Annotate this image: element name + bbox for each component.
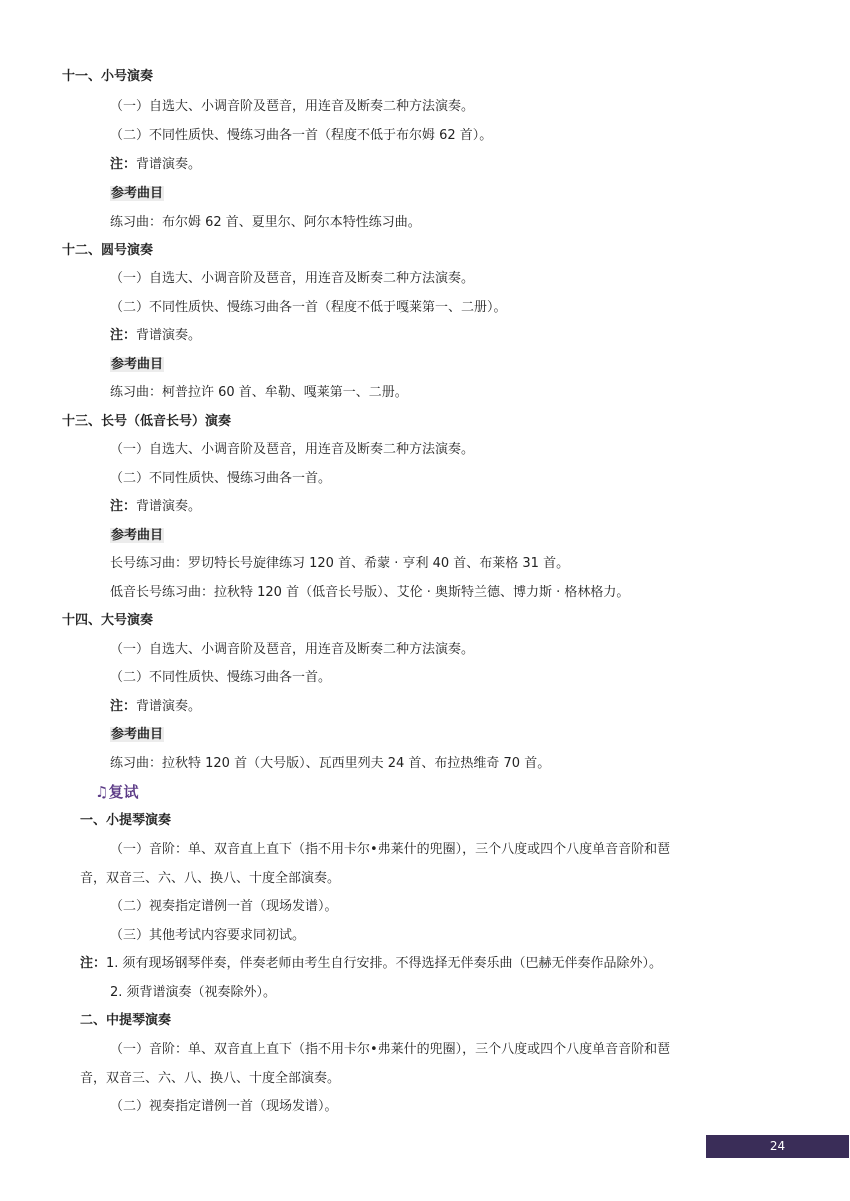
list-item: （一）自选大、小调音阶及琶音，用连音及断奏二种方法演奏。 (110, 442, 475, 457)
note-line (110, 698, 201, 716)
heading-trombone: 十三、长号（低音长号）演奏 (62, 414, 232, 429)
note-line (110, 498, 201, 516)
note-text: 背谱演奏。 (136, 499, 202, 514)
retest-title-text: 复试 (108, 783, 139, 801)
note-text: 背谱演奏。 (136, 157, 202, 172)
list-item: （二）不同性质快、慢练习曲各一首。 (110, 670, 332, 685)
reference-label: 参考曲目 (111, 186, 164, 201)
list-item: （二）不同性质快、慢练习曲各一首（程度不低于布尔姆 62 首）。 (110, 128, 493, 143)
list-item: （二）视奏指定谱例一首（现场发谱）。 (110, 1099, 338, 1114)
note-line (110, 327, 201, 345)
list-item: （二）不同性质快、慢练习曲各一首（程度不低于嘎莱第一、二册）。 (110, 300, 507, 315)
reference-item: 练习曲：布尔姆 62 首、夏里尔、阿尔本特性练习曲。 (110, 215, 421, 230)
reference-item: 练习曲：拉秋特 120 首（大号版）、瓦西里列夫 24 首、布拉热维奇 70 首。 (110, 756, 551, 771)
reference-label-line (110, 527, 164, 545)
reference-label-line (110, 356, 164, 374)
reference-item: 长号练习曲：罗切特长号旋律练习 120 首、希蒙 · 亨利 40 首、布莱格 31 首。 (110, 556, 570, 571)
note-label: 注： (110, 499, 137, 514)
list-item: （三）其他考试内容要求同初试。 (110, 928, 306, 943)
list-item-continuation: 音，双音三、六、八、换八、十度全部演奏。 (80, 871, 341, 886)
list-item: （一）自选大、小调音阶及琶音，用连音及断奏二种方法演奏。 (110, 642, 475, 657)
note-label: 注： (110, 157, 137, 172)
reference-label: 参考曲目 (111, 727, 164, 742)
heading-violin: 一、小提琴演奏 (80, 813, 172, 828)
reference-label-line (110, 185, 164, 203)
heading-viola: 二、中提琴演奏 (80, 1013, 172, 1028)
page-number: 24 (706, 1135, 849, 1158)
note-text: 背谱演奏。 (136, 699, 202, 714)
retest-title (95, 783, 138, 801)
note-label: 注： (110, 328, 137, 343)
list-item-continuation: 音，双音三、六、八、换八、十度全部演奏。 (80, 1071, 341, 1086)
note-label: 注： (110, 699, 137, 714)
reference-label: 参考曲目 (111, 357, 164, 372)
list-item: （一）自选大、小调音阶及琶音，用连音及断奏二种方法演奏。 (110, 271, 475, 286)
note-line (110, 156, 201, 174)
reference-label-line (110, 726, 164, 744)
list-item: （一）自选大、小调音阶及琶音，用连音及断奏二种方法演奏。 (110, 99, 475, 114)
list-item: （二）视奏指定谱例一首（现场发谱）。 (110, 899, 338, 914)
note-text: 1. 须有现场钢琴伴奏，伴奏老师由考生自行安排。不得选择无伴奏乐曲（巴赫无伴奏作品除外）。 (106, 956, 663, 971)
reference-item: 低音长号练习曲：拉秋特 120 首（低音长号版）、艾伦 · 奥斯特兰德、博力斯 · 格林格力。 (110, 585, 630, 600)
heading-trumpet: 十一、小号演奏 (62, 69, 154, 84)
list-item: （二）不同性质快、慢练习曲各一首。 (110, 471, 332, 486)
note-text: 背谱演奏。 (136, 328, 202, 343)
note-line (80, 955, 662, 973)
note-item: 2. 须背谱演奏（视奏除外）。 (110, 985, 277, 1000)
heading-tuba: 十四、大号演奏 (62, 613, 154, 628)
note-label: 注： (80, 956, 107, 971)
reference-item: 练习曲：柯普拉许 60 首、牟勒、嘎莱第一、二册。 (110, 385, 408, 400)
reference-label: 参考曲目 (111, 528, 164, 543)
list-item: （一）音阶：单、双音直上直下（指不用卡尔•弗莱什的兜圈），三个八度或四个八度单音音阶和琶 (110, 842, 671, 857)
music-note-icon: ♫ (95, 783, 109, 801)
heading-horn: 十二、圆号演奏 (62, 243, 154, 258)
list-item: （一）音阶：单、双音直上直下（指不用卡尔•弗莱什的兜圈），三个八度或四个八度单音音阶和琶 (110, 1042, 671, 1057)
